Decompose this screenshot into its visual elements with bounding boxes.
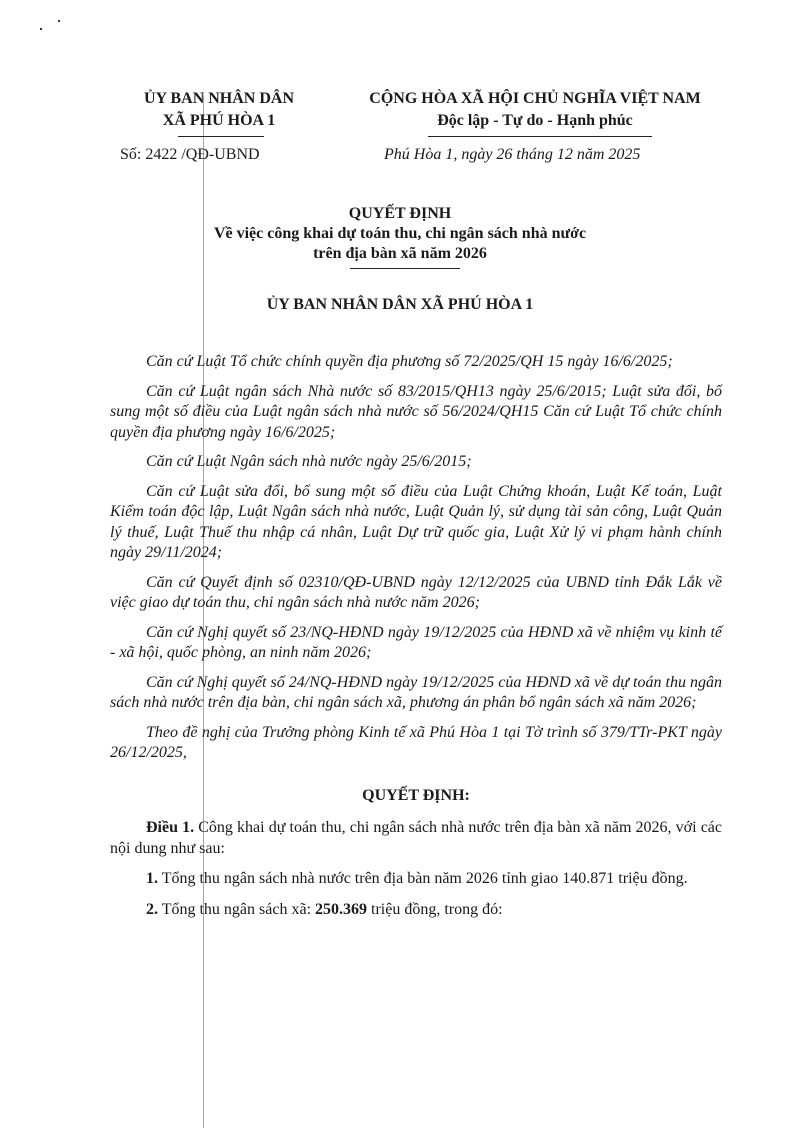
agency-line-2: XÃ PHÚ HÒA 1: [162, 112, 276, 129]
item-2-text: Tổng thu ngân sách xã:: [158, 900, 316, 918]
legal-basis: Căn cứ Quyết định số 02310/QĐ-UBND ngày 12/12/2025 của UBND tỉnh Đắk Lắk về việc giao dự toán thu, chi ngân sách nhà nước năm 2026;: [110, 573, 722, 611]
country-name: CỘNG HÒA XÃ HỘI CHỦ NGHĨA VIỆT NAM: [369, 90, 701, 107]
agency-underline: [178, 136, 264, 137]
motto: Độc lập - Tự do - Hạnh phúc: [437, 112, 633, 129]
article-1: [110, 818, 722, 859]
item-1-label: 1.: [146, 870, 158, 887]
legal-basis: Căn cứ Luật sửa đổi, bổ sung một số điều của Luật Chứng khoán, Luật Kế toán, Luật Kiểm toán độc lập, Luật Ngân sách nhà nước, Luật Quản lý, sử dụng tài sản công, Luật Quản lý thuế, Luật Thuế thu nhập cá nhân, Luật Dự trữ quốc gia, Luật Xử lý vi phạm hành chính ngày 29/11/2024;: [110, 482, 722, 561]
scan-speck: [58, 20, 60, 22]
legal-basis: Theo đề nghị của Trưởng phòng Kinh tế xã Phú Hòa 1 tại Tờ trình số 379/TTr-PKT ngày 26/12/2025,: [110, 723, 722, 761]
title-underline: [350, 268, 460, 269]
title-line-3: trên địa bàn xã năm 2026: [313, 245, 487, 262]
national-motto: [340, 88, 730, 132]
legal-basis: Căn cứ Luật Tổ chức chính quyền địa phương số 72/2025/QH 15 ngày 16/6/2025;: [146, 353, 673, 370]
issuing-agency: [104, 88, 334, 132]
document-title: [0, 204, 800, 264]
article-1-label: Điều 1.: [146, 819, 195, 836]
item-1-text: Tổng thu ngân sách nhà nước trên địa bàn năm 2026 tỉnh giao 140.871 triệu đồng.: [158, 870, 688, 887]
legal-basis: Căn cứ Nghị quyết số 24/NQ-HĐND ngày 19/12/2025 của HĐND xã về dự toán thu ngân sách nhà nước trên địa bàn, chi ngân sách xã, phương án phân bổ ngân sách xã năm 2026;: [110, 673, 722, 711]
legal-basis: Căn cứ Luật ngân sách Nhà nước số 83/2015/QH13 ngày 25/6/2015; Luật sửa đổi, bổ sung một số điều của Luật ngân sách nhà nước số 56/2024/QH15 Căn cứ Luật Tổ chức chính quyền địa phương ngày 16/6/2025;: [110, 382, 722, 441]
legal-basis: Căn cứ Nghị quyết số 23/NQ-HĐND ngày 19/12/2025 của HĐND xã về nhiệm vụ kinh tế - xã hội, quốc phòng, an ninh năm 2026;: [110, 623, 722, 661]
scan-fold-line: [203, 95, 204, 1128]
title-line-1: QUYẾT ĐỊNH: [348, 205, 452, 222]
item-2-label: 2.: [146, 900, 158, 918]
document-number: Số: 2422 /QĐ-UBND: [120, 146, 260, 163]
legal-basis: Căn cứ Luật Ngân sách nhà nước ngày 25/6/2015;: [146, 453, 472, 470]
item-1: [110, 869, 722, 890]
title-line-2: Về việc công khai dự toán thu, chi ngân sách nhà nước: [213, 225, 587, 242]
agency-line-1: ỦY BAN NHÂN DÂN: [143, 90, 295, 107]
item-2-amount: 250.369: [315, 900, 368, 918]
place-and-date: Phú Hòa 1, ngày 26 tháng 12 năm 2025: [384, 146, 641, 163]
decision-heading: QUYẾT ĐỊNH:: [362, 786, 470, 804]
scan-speck: [40, 28, 42, 30]
issuing-committee: ỦY BAN NHÂN DÂN XÃ PHÚ HÒA 1: [266, 296, 534, 313]
document-body: [110, 352, 722, 930]
item-2-text-end: triệu đồng, trong đó:: [367, 900, 503, 918]
article-1-text: Công khai dự toán thu, chi ngân sách nhà nước trên địa bàn xã năm 2026, với các nội dung như sau:: [110, 819, 722, 857]
item-2: [110, 900, 722, 921]
motto-underline: [428, 136, 652, 137]
